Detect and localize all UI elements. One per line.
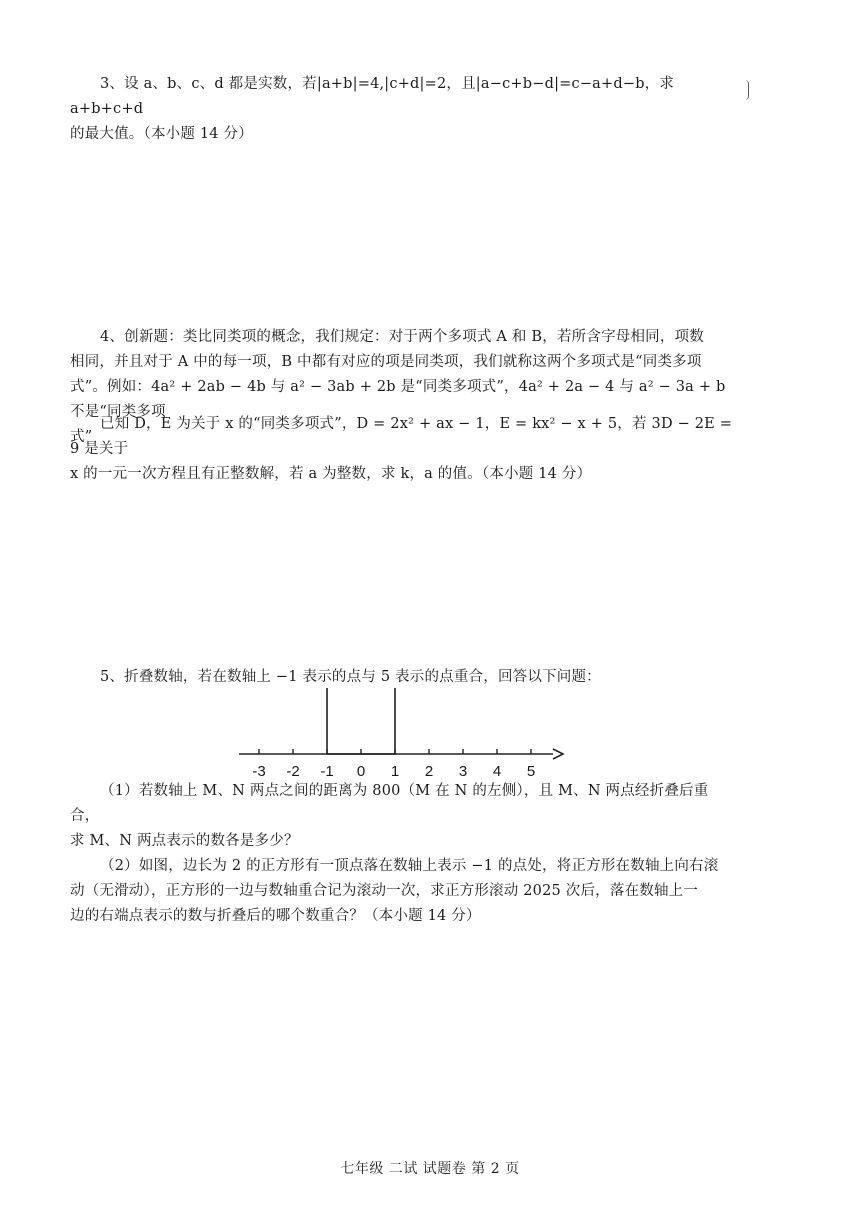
question-4-line-1: 4、创新题：类比同类项的概念，我们规定：对于两个多项式 A 和 B，若所含字母相同，项数 — [100, 329, 704, 345]
tick-label: -3 — [252, 763, 266, 780]
tick-label: 5 — [526, 763, 536, 780]
tick-label: 3 — [458, 763, 468, 780]
tick-label: -2 — [286, 763, 300, 780]
tick-label: 4 — [492, 763, 502, 780]
question-5-part-2-line-2: 动（无滑动），正方形的一边与数轴重合记为滚动一次，求正方形滚动 2025 次后，落在数轴上一 — [70, 883, 699, 899]
question-4-line-2: 相同，并且对于 A 中的每一项，B 中都有对应的项是同类项，我们就称这两个多项式是“同类多项 — [70, 354, 702, 370]
question-5-parts — [70, 779, 735, 929]
question-4-task — [70, 412, 735, 487]
tick-label: -1 — [320, 763, 334, 780]
rolling-square — [327, 688, 395, 754]
question-4-line-3: 式”。例如：4a² + 2ab − 4b 与 a² − 3ab + 2b 是“同类多项式”，4a² + 2a − 4 与 a² − 3a + b 不是“同类多项 — [70, 379, 726, 420]
question-4-line-5: 已知 D，E 为关于 x 的“同类多项式”，D = 2x² + ax − 1，E = kx² − x + 5，若 3D − 2E = 9 是关于 — [70, 416, 733, 457]
tick-label: 1 — [390, 763, 400, 780]
question-4-line-6: x 的一元一次方程且有正整数解，若 a 为整数，求 k，a 的值。（本小题 14 分） — [70, 466, 592, 482]
question-5-intro: 5、折叠数轴，若在数轴上 −1 表示的点与 5 表示的点重合，回答以下问题： — [100, 669, 601, 685]
question-5 — [70, 665, 735, 690]
question-4-line-4: 式” — [70, 429, 93, 445]
number-line-arrow — [553, 749, 563, 759]
tick-label: 2 — [424, 763, 434, 780]
question-3-line-1: 3、设 a、b、c、d 都是实数，若|a+b|=4,|c+d|=2，且|a−c+b−d|=c−a+d−b，求 a+b+c+d — [70, 76, 675, 117]
question-5-part-2-line-3: 边的右端点表示的数与折叠后的哪个数重合？（本小题 14 分） — [70, 908, 481, 924]
margin-mark — [745, 80, 749, 100]
question-3 — [70, 72, 735, 147]
page-footer: 七年级 二试 试题卷 第 2 页 — [340, 1161, 520, 1177]
question-5-part-2-line-1: （2）如图，边长为 2 的正方形有一顶点落在数轴上表示 −1 的点处，将正方形在数轴上向右滚 — [100, 858, 719, 874]
tick-label: 0 — [356, 763, 366, 780]
question-5-part-1-line-1: （1）若数轴上 M、N 两点之间的距离为 800（M 在 N 的左侧），且 M、N 两点经折叠后重合， — [70, 783, 709, 824]
question-3-line-2: 的最大值。（本小题 14 分） — [70, 126, 253, 142]
number-line-svg — [235, 688, 565, 780]
number-line-figure — [235, 688, 565, 780]
question-5-part-1-line-2: 求 M、N 两点表示的数各是多少？ — [70, 833, 299, 849]
